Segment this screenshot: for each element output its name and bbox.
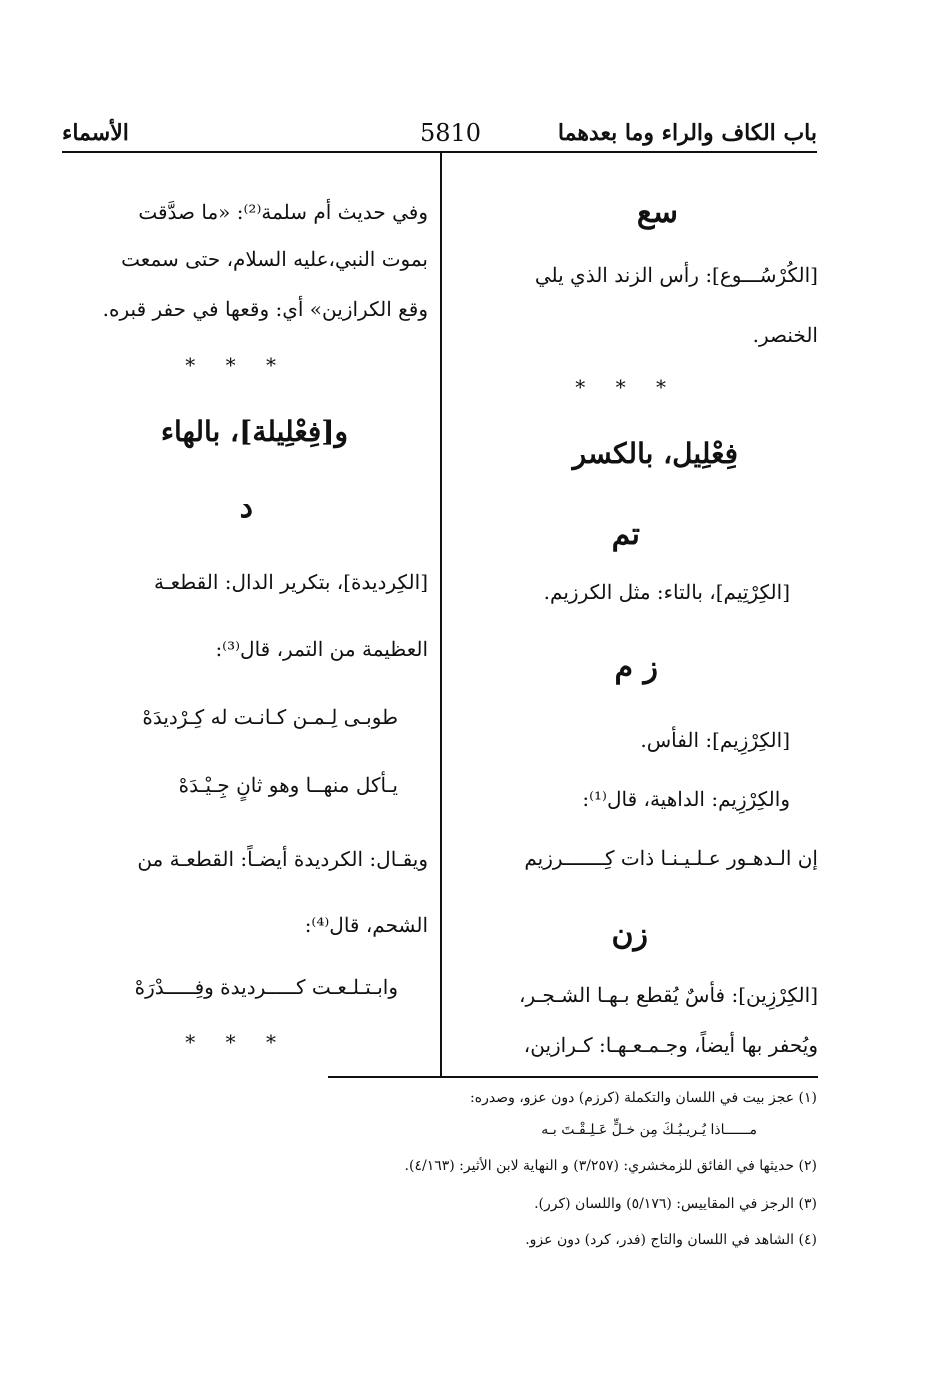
footnote: (٢) حديثها في الفائق للزمخشري: (٣/٢٥٧) و النهاية لابن الأثير: (٤/١٦٣). — [404, 1158, 817, 1174]
entry-text: [الكِرْزِين]: فأسٌ يُقطع بـهـا الشـجـر، — [519, 983, 818, 1007]
entry-text: [الكُرْسُـــوع]: رأس الزند الذي يلي — [534, 263, 818, 287]
entry-text: وقع الكرازين» أي: وقعها في حفر قبره. — [102, 297, 428, 321]
root-heading: سع — [636, 195, 678, 230]
footnote-verse: مــــــاذا يُـريـبُـكَ مِن خـلٍّ عَـلِـقْـتَ بـه — [541, 1122, 757, 1138]
footnote: (١) عجز بيت في اللسان والتكملة (كرزم) دون عزو، وصدره: — [470, 1090, 817, 1106]
entry-text: العظيمة من التمر، قال⁽³⁾: — [215, 637, 428, 661]
footnote-rule — [328, 1076, 818, 1078]
verse-line: وابـتـلـعـت كـــــرديدة وفِـــــدْرَهْ — [134, 975, 398, 999]
pattern-heading: و[فِعْلِيلة]، بالهاء — [160, 415, 348, 448]
entry-text: بموت النبي،عليه السلام، حتى سمعت — [121, 247, 428, 271]
footnote: (٣) الرجز في المقاييس: (٥/١٧٦) واللسان (كرر). — [534, 1196, 817, 1212]
entry-text: [الكِرْزِيم]: الفأس. — [640, 728, 790, 752]
column-divider — [440, 153, 442, 1076]
entry-text: [الكِرْتِيم]، بالتاء: مثل الكرزيم. — [543, 580, 790, 604]
entry-text: ويُحفر بها أيضاً، وجـمـعـهـا: كـرازين، — [523, 1033, 818, 1057]
entry-text: [الكِرديدة]، بتكرير الدال: القطعـة — [154, 570, 428, 594]
pattern-heading: فِعْلِيل، بالكسر — [572, 437, 738, 470]
root-heading: زن — [611, 917, 648, 952]
separator-stars: * * * — [185, 353, 288, 377]
root-heading: د — [239, 490, 253, 525]
verse-line: طوبـى لِـمـن كـانـت له كِـرْديدَهْ — [142, 705, 398, 729]
separator-stars: * * * — [575, 375, 678, 399]
verse-line: يـأكل منهــا وهو ثانٍ جِـيْـدَهْ — [178, 773, 398, 797]
section-title: الأسماء — [62, 120, 129, 146]
separator-stars: * * * — [185, 1030, 288, 1054]
verse-line: إن الـدهـور عـلـيـنـا ذات كِـــــــرزيم — [524, 846, 818, 870]
footnote: (٤) الشاهد في اللسان والتاج (فدر، كرد) دون عزو. — [525, 1232, 817, 1248]
root-heading: ز م — [614, 650, 658, 685]
page-number: 5810 — [420, 119, 482, 147]
entry-text: ويقـال: الكرديدة أيضـاً: القطعـة من — [137, 847, 428, 871]
entry-text: والكِرْزِيم: الداهية، قال⁽¹⁾: — [582, 787, 790, 811]
entry-text: الخنصر. — [752, 323, 818, 347]
entry-text: وفي حديث أم سلمة⁽²⁾: «ما صدَّقت — [138, 200, 428, 224]
root-heading: تم — [611, 517, 640, 552]
chapter-title: باب الكاف والراء وما بعدهما — [557, 120, 817, 146]
entry-text: الشحم، قال⁽⁴⁾: — [304, 913, 428, 937]
